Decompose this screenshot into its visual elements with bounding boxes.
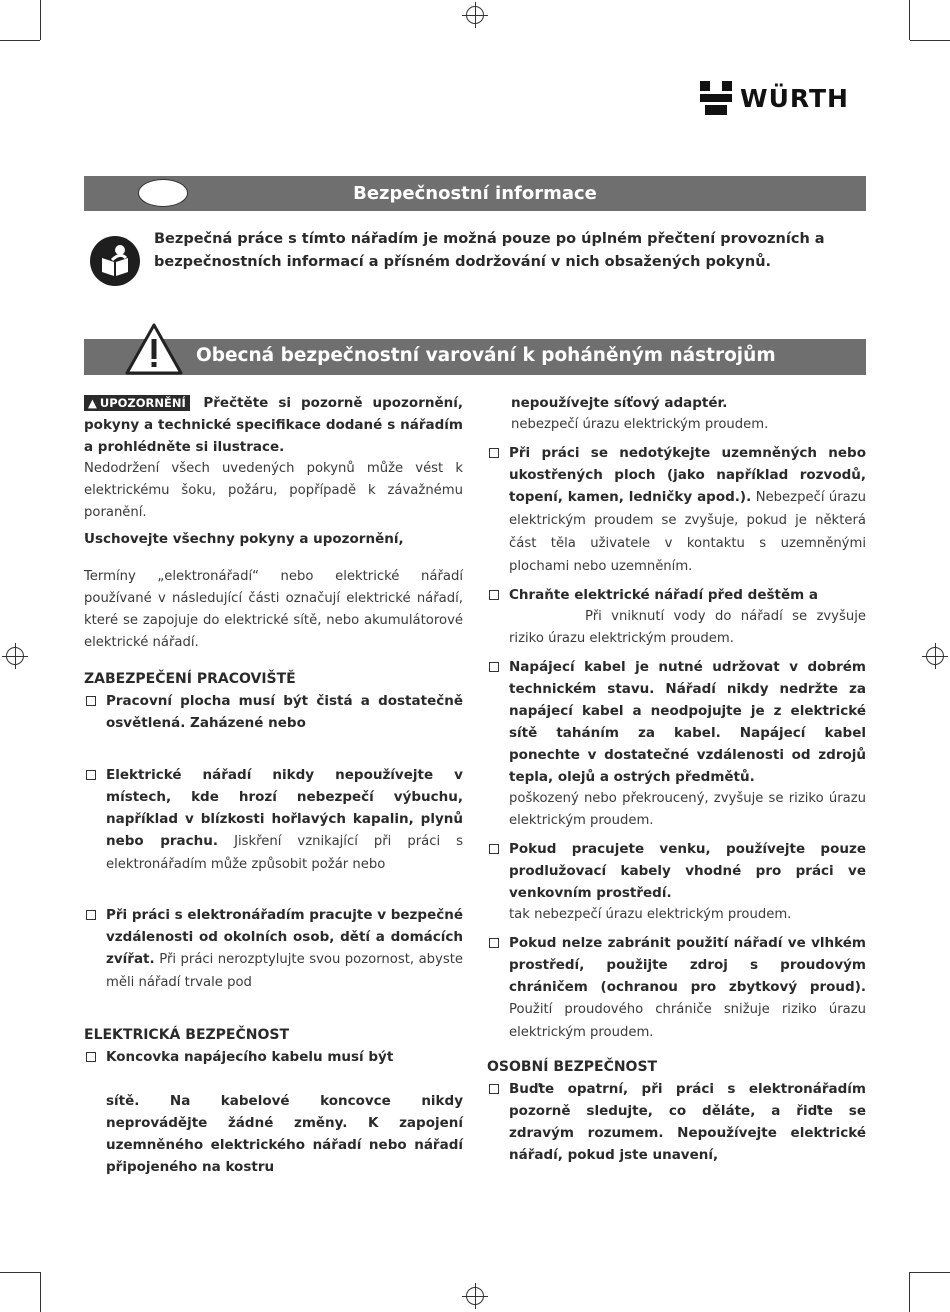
- crop-mark: [909, 0, 910, 40]
- list-item: [487, 656, 866, 832]
- list-item-text: Při práci nerozptylujte svou pozornost, abyste měli nářadí trvale pod: [106, 952, 463, 990]
- crop-mark: [40, 0, 41, 40]
- terms-paragraph: Termíny „elektronářadí“ nebo elektrické nářadí používané v následující části označují elektrické nářadí, které se zapojuje do elektrické sítě, nebo akumulátorové elektrické nářadí.: [84, 569, 463, 650]
- checkbox-icon: [489, 938, 499, 948]
- section-title: Obecná bezpečnostní varování k poháněným nástrojům: [196, 345, 776, 366]
- list-item-bold: Při práci se nedotýkejte uzemněných nebo ukostřených ploch (jako například rozvodů, topení, kamen, ledničky apod.).: [509, 445, 866, 505]
- continued-text: nebezpečí úrazu elektrickým proudem.: [511, 417, 769, 432]
- checkbox-icon: [489, 1084, 499, 1094]
- section-header-general-warnings: [84, 339, 866, 375]
- keep-instructions-text: Uschovejte všechny pokyny a upozornění,: [84, 531, 404, 547]
- crop-mark: [910, 1272, 950, 1273]
- registration-mark-icon: [6, 647, 24, 665]
- warning-badge: [84, 395, 190, 411]
- read-manual-icon: [90, 236, 140, 286]
- list-item: [84, 764, 463, 876]
- checkbox-icon: [489, 590, 499, 600]
- list-item: [487, 1078, 866, 1166]
- warning-triangle-icon: [124, 322, 184, 376]
- registration-mark-icon: [926, 647, 944, 665]
- list-item-text: Při vniknutí vody do nářadí se zvyšuje riziko úrazu elektrickým proudem.: [509, 609, 866, 646]
- left-column: [84, 392, 463, 1178]
- list-item-bold: sítě. Na kabelové koncovce nikdy neprovádějte žádné změny. K zapojení uzemněného elektrického nářadí nebo nářadí připojeného na kostru: [106, 1093, 463, 1175]
- list-item-bold: Chraňte elektrické nářadí před deštěm a: [509, 587, 818, 603]
- wurth-logo-mark-icon: [700, 81, 732, 115]
- section-title: Bezpečnostní informace: [353, 183, 597, 204]
- checkbox-icon: [489, 448, 499, 458]
- crop-mark: [909, 1272, 910, 1312]
- list-item: [487, 442, 866, 578]
- warning-bold-text: Přečtěte si pozorně upozornění, pokyny a technické specifikace dodané s nářadím a prohlédněte si ilustrace.: [84, 395, 463, 455]
- warning-text: Nedodržení všech uvedených pokynů může vést k elektrickému šoku, požáru, popřípadě k závažnému poranění.: [84, 461, 463, 520]
- list-item-bold: Pracovní plocha musí být čistá a dostatečně osvětlená. Zaházené nebo: [106, 693, 463, 731]
- crop-mark: [910, 40, 950, 41]
- intro-text: Bezpečná práce s tímto nářadím je možná pouze po úplném přečtení provozních a bezpečnostních informací a přísném dodržování v nich obsažených pokynů.: [154, 231, 825, 270]
- workplace-heading: ZABEZPEČENÍ PRACOVIŠTĚ: [84, 671, 296, 687]
- personal-heading: OSOBNÍ BEZPEČNOST: [487, 1059, 658, 1075]
- list-item: [487, 838, 866, 926]
- logo-text: WÜRTH: [740, 83, 849, 113]
- list-item-bold: Buďte opatrní, při práci s elektronářadím pozorně sledujte, co děláte, a řiďte se zdravým rozumem. Nepoužívejte elektrické nářadí, pokud jste unavení,: [509, 1081, 866, 1163]
- intro-block: [90, 228, 870, 286]
- warning-badge-label: UPOZORNĚNÍ: [99, 396, 186, 410]
- registration-mark-icon: [466, 1287, 484, 1305]
- checkbox-icon: [86, 696, 96, 706]
- list-item-bold: Koncovka napájecího kabelu musí být: [106, 1049, 394, 1065]
- list-item: [84, 1046, 463, 1178]
- crop-mark: [40, 1272, 41, 1312]
- list-item-text: Použití proudového chrániče snižuje riziko úrazu elektrickým proudem.: [509, 1002, 866, 1040]
- checkbox-icon: [489, 844, 499, 854]
- list-item-text: tak nebezpečí úrazu elektrickým proudem.: [509, 907, 792, 922]
- list-item: [84, 690, 463, 734]
- right-column: [487, 392, 866, 1166]
- continued-bold: nepoužívejte síťový adaptér.: [511, 395, 728, 411]
- crop-mark: [0, 40, 40, 41]
- list-item-text: poškozený nebo překroucený, zvyšuje se riziko úrazu elektrickým proudem.: [509, 791, 866, 828]
- checkbox-icon: [489, 662, 499, 672]
- list-item-bold: Napájecí kabel je nutné udržovat v dobrém technickém stavu. Nářadí nikdy nedržte za napájecí kabel a neodpojujte je z elektrické sítě taháním za kabel. Napájecí kabel ponechte v dostatečné vzdálenosti od zdrojů tepla, olejů a ostrých předmětů.: [509, 659, 866, 785]
- list-item: [487, 932, 866, 1044]
- list-item-text: Jiskření vznikající při práci s elektronářadím může způsobit požár nebo: [106, 834, 463, 872]
- list-item: [487, 584, 866, 650]
- electrical-heading: ELEKTRICKÁ BEZPEČNOST: [84, 1027, 290, 1043]
- list-item-bold: Pokud nelze zabránit použití nářadí ve vlhkém prostředí, použijte zdroj s proudovým chráničem (ochranou pro zbytkový proud).: [509, 935, 866, 995]
- wurth-logo: [700, 80, 849, 116]
- list-item: [84, 904, 463, 994]
- list-item-bold: Elektrické nářadí nikdy nepoužívejte v místech, kde hrozí nebezpečí výbuchu, například v blízkosti hořlavých kapalin, plynů nebo prachu.: [106, 767, 463, 849]
- checkbox-icon: [86, 910, 96, 920]
- registration-mark-icon: [466, 6, 484, 24]
- list-item-bold: Při práci s elektronářadím pracujte v bezpečné vzdálenosti od okolních osob, dětí a domácích zvířat.: [106, 907, 463, 967]
- checkbox-icon: [86, 770, 96, 780]
- section-header-safety-info: [84, 176, 866, 211]
- warning-small-icon: ▲: [88, 396, 97, 410]
- crop-mark: [0, 1272, 40, 1273]
- list-item-text: Nebezpečí úrazu elektrickým proudem se zvyšuje, pokud je některá část těla uživatele v kontaktu s uzemněnými plochami nebo uzemněním.: [509, 490, 867, 574]
- list-item-bold: Pokud pracujete venku, používejte pouze prodlužovací kabely vhodné pro práci ve venkovním prostředí.: [509, 841, 866, 901]
- checkbox-icon: [86, 1052, 96, 1062]
